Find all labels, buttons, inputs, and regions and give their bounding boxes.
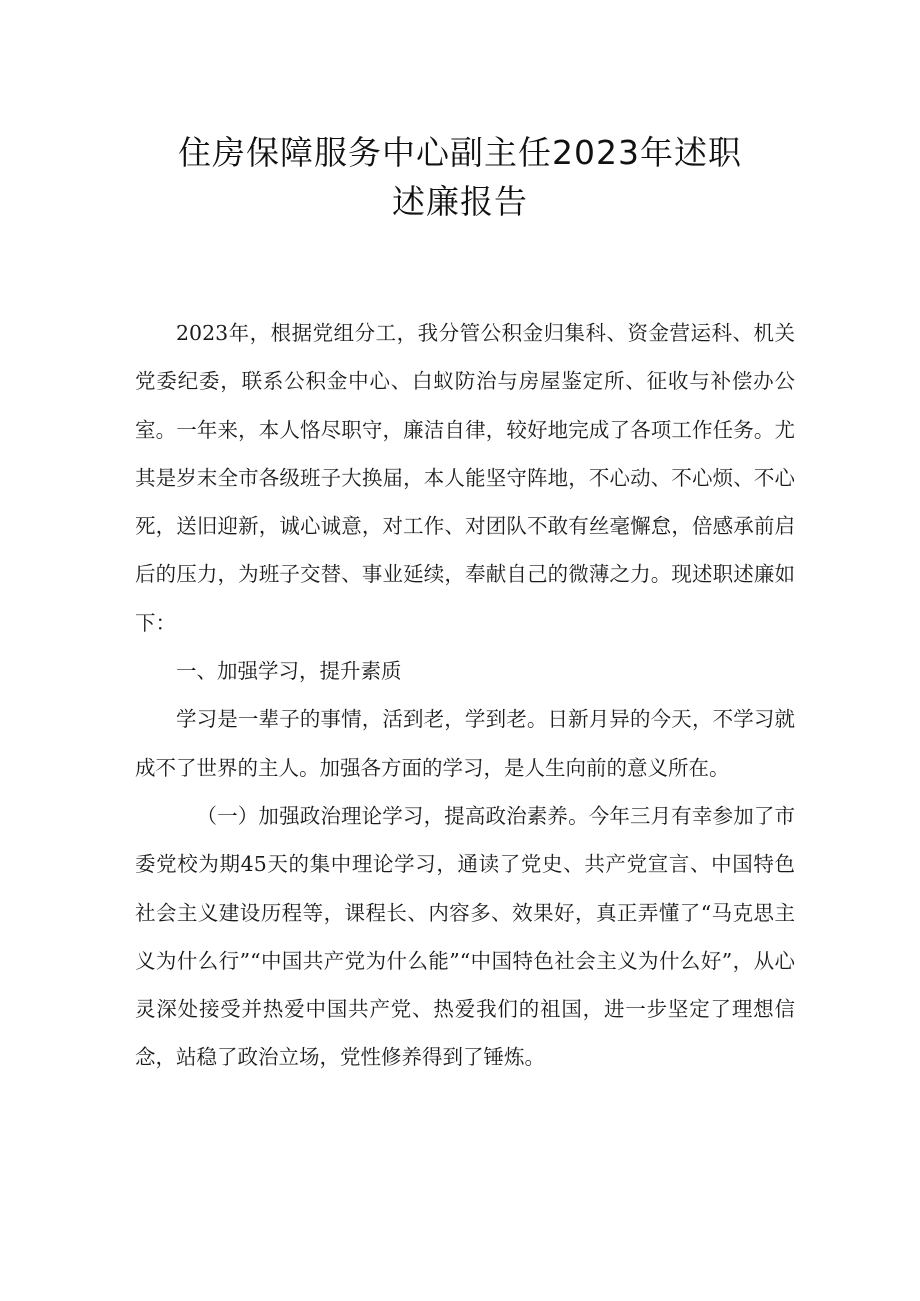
document-body (135, 309, 795, 1082)
subsection-1-paragraph: （一）加强政治理论学习，提高政治素养。今年三月有幸参加了市委党校为期45天的集中理论学习，通读了党史、共产党宣言、中国特色社会主义建设历程等，课程长、内容多、效果好，真正弄懂了“马克思主义为什么行”“中国共产党为什么能”“中国特色社会主义为什么好”，从心灵深处接受并热爱中国共产党、热爱我们的祖国，进一步坚定了理想信念，站稳了政治立场，党性修养得到了锤炼。 (135, 803, 795, 1070)
document-title-line-2: 述廉报告 (392, 182, 528, 221)
intro-paragraph: 2023年，根据党组分工，我分管公积金归集科、资金营运科、机关党委纪委，联系公积金中心、白蚁防治与房屋鉴定所、征收与补偿办公室。一年来，本人恪尽职守，廉洁自律，较好地完成了各项工作任务。尤其是岁末全市各级班子大换届，本人能坚守阵地，不心动、不心烦、不心死，送旧迎新，诚心诚意，对工作、对团队不敢有丝毫懈怠，倍感承前启后的压力，为班子交替、事业延续，奉献自己的微薄之力。现述职述廉如下： (135, 321, 795, 635)
section-1-heading: 一、加强学习，提升素质 (176, 659, 402, 684)
section-1-paragraph: 学习是一辈子的事情，活到老，学到老。日新月异的今天，不学习就成不了世界的主人。加强各方面的学习，是人生向前的意义所在。 (135, 707, 795, 780)
document-title-line-1: 住房保障服务中心副主任2023年述职 (178, 133, 742, 172)
